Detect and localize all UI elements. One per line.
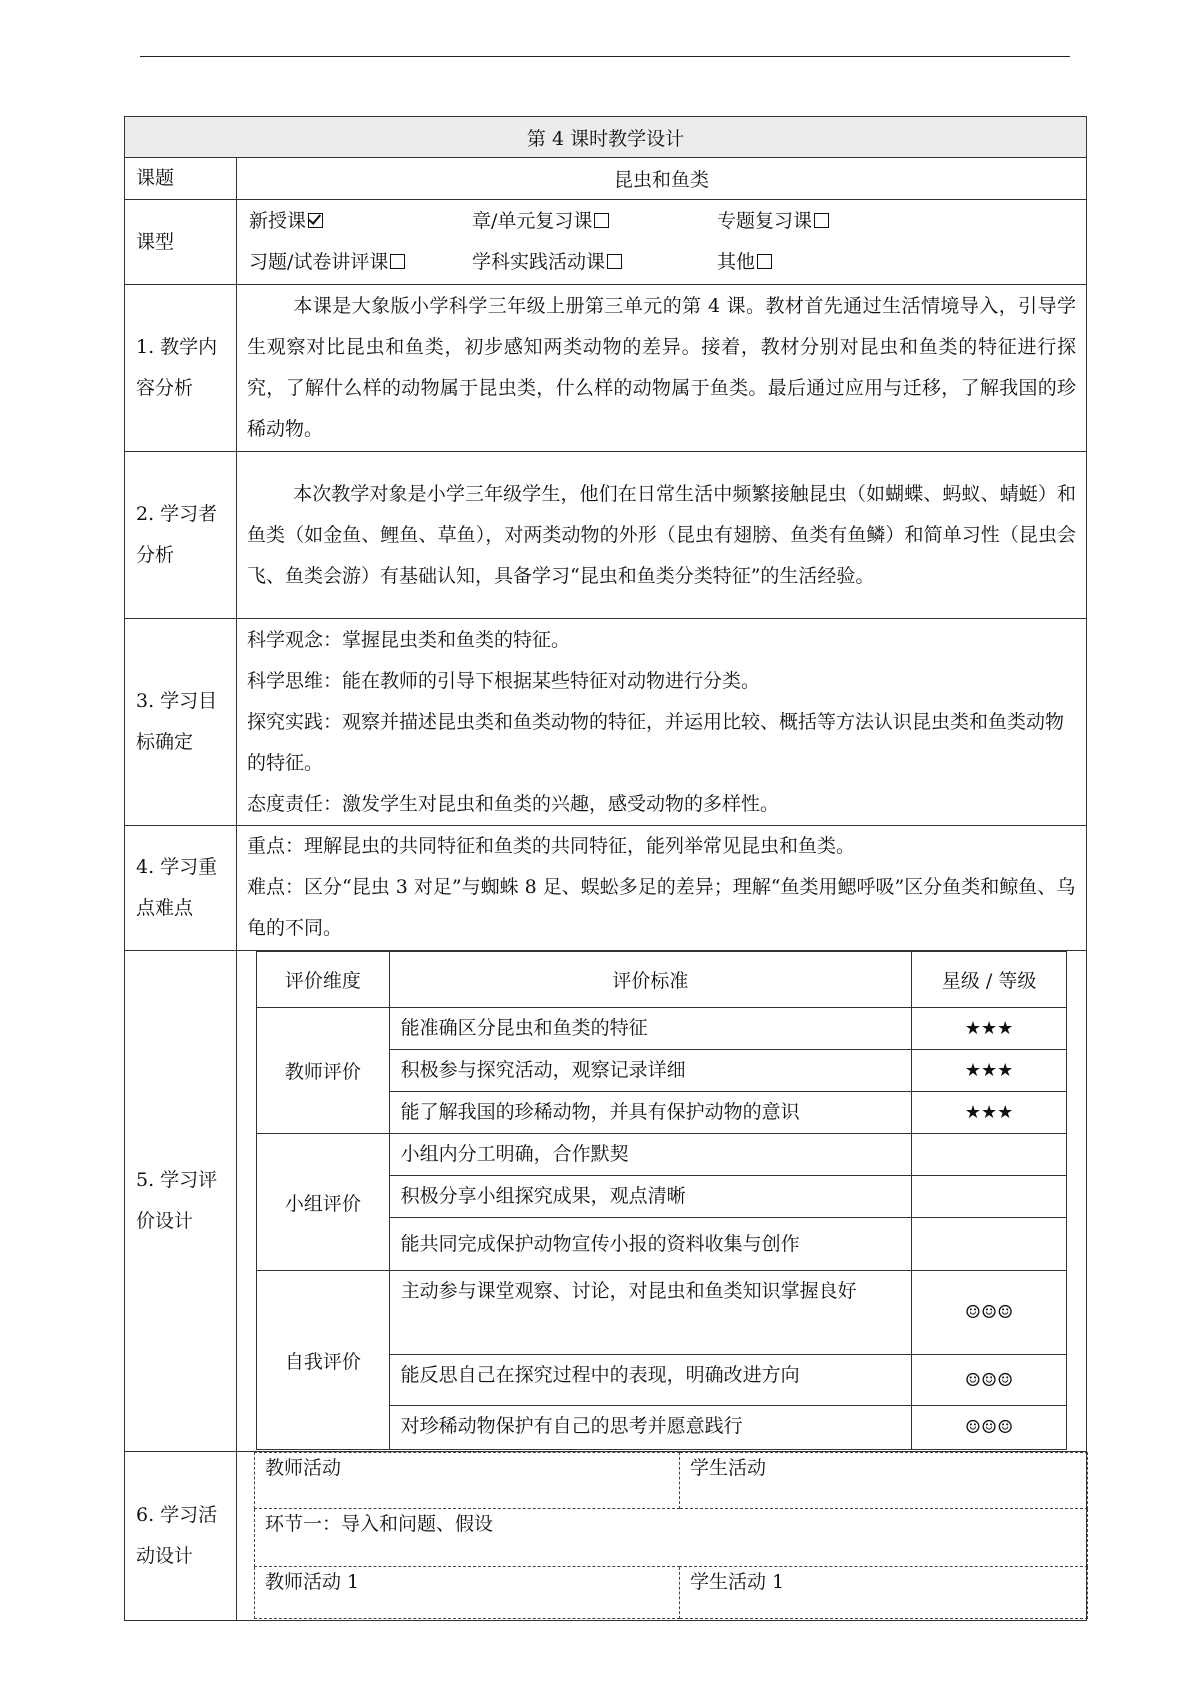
lesson-type-label: 课型 xyxy=(125,200,237,285)
smiley-rating: ☺☺☺ xyxy=(912,1355,1067,1406)
key-points-list xyxy=(237,826,1087,951)
smiley-rating: ☺☺☺ xyxy=(912,1271,1067,1355)
checkbox-icon[interactable] xyxy=(390,254,405,269)
table-row: 小组评价 小组内分工明确，合作默契 xyxy=(257,1134,1067,1176)
option-other[interactable]: 其他 xyxy=(717,242,1086,283)
learner-analysis-label: 2. 学习者分析 xyxy=(125,452,237,619)
option-practice-activity[interactable]: 学科实践活动课 xyxy=(472,242,717,283)
option-unit-review[interactable]: 章/单元复习课 xyxy=(472,201,717,242)
student-activity-1: 学生活动 1 xyxy=(680,1567,1088,1619)
key-points-label: 4. 学习重点难点 xyxy=(125,826,237,951)
teacher-activity-1: 教师活动 1 xyxy=(255,1567,680,1619)
table-row: 自我评价 主动参与课堂观察、讨论，对昆虫和鱼类知识掌握良好 ☺☺☺ xyxy=(257,1271,1067,1355)
activities-table xyxy=(254,1452,1088,1619)
star-rating: ★★★ xyxy=(912,1092,1067,1134)
evaluation-table xyxy=(256,951,1067,1450)
content-analysis-row xyxy=(125,285,1087,452)
evaluation-header-row xyxy=(257,952,1067,1008)
key-point-item: 难点：区分“昆虫 3 对足”与蜘蛛 8 足、蜈蚣多足的差异；理解“鱼类用鳃呼吸”区分鱼类和鲸鱼、乌龟的不同。 xyxy=(247,876,1076,939)
activities-label: 6. 学习活动设计 xyxy=(125,1452,237,1621)
table-row: 能了解我国的珍稀动物，并具有保护动物的意识 ★★★ xyxy=(257,1092,1067,1134)
table-title: 第 4 课时教学设计 xyxy=(125,117,1087,158)
lesson-type-row xyxy=(125,200,1087,285)
objective-item: 态度责任：激发学生对昆虫和鱼类的兴趣，感受动物的多样性。 xyxy=(247,792,780,815)
table-row: 积极参与探究活动，观察记录详细 ★★★ xyxy=(257,1050,1067,1092)
table-row: 能共同完成保护动物宣传小报的资料收集与创作 xyxy=(257,1218,1067,1271)
learner-analysis-text: 本次教学对象是小学三年级学生，他们在日常生活中频繁接触昆虫（如蝴蝶、蚂蚁、蜻蜓）和鱼类（如金鱼、鲤鱼、草鱼），对两类动物的外形（昆虫有翅膀、鱼类有鱼鳞）和简单习性（昆虫会飞、鱼类会游）有基础认知，具备学习“昆虫和鱼类分类特征”的生活经验。 xyxy=(237,452,1087,619)
topic-label: 课题 xyxy=(125,158,237,200)
key-points-row xyxy=(125,826,1087,951)
header-rule xyxy=(140,56,1070,57)
objectives-row xyxy=(125,619,1087,826)
evaluation-label: 5. 学习评价设计 xyxy=(125,951,237,1452)
col-header-dimension: 评价维度 xyxy=(257,952,390,1008)
option-topic-review[interactable]: 专题复习课 xyxy=(717,201,1086,242)
col-header-rating: 星级 / 等级 xyxy=(912,952,1067,1008)
stage-row xyxy=(255,1509,1088,1567)
title-row xyxy=(125,117,1087,158)
lesson-plan-table xyxy=(124,116,1087,1621)
stage-title: 环节一：导入和问题、假设 xyxy=(255,1509,1088,1567)
table-row: 积极分享小组探究成果，观点清晰 xyxy=(257,1176,1067,1218)
activities-row xyxy=(125,1452,1087,1621)
content-analysis-text: 本课是大象版小学科学三年级上册第三单元的第 4 课。教材首先通过生活情境导入，引导学生观察对比昆虫和鱼类，初步感知两类动物的差异。接着，教材分别对昆虫和鱼类的特征进行探究，了解什么样的动物属于昆虫类，什么样的动物属于鱼类。最后通过应用与迁移，了解我国的珍稀动物。 xyxy=(237,285,1087,452)
dimension-self: 自我评价 xyxy=(257,1271,390,1450)
content-analysis-label: 1. 教学内容分析 xyxy=(125,285,237,452)
objective-item: 探究实践：观察并描述昆虫类和鱼类动物的特征，并运用比较、概括等方法认识昆虫类和鱼类动物的特征。 xyxy=(247,710,1065,774)
option-new-lesson[interactable]: 新授课 xyxy=(249,201,472,242)
teacher-activity-header: 教师活动 xyxy=(255,1453,680,1509)
option-exercise-review[interactable]: 习题/试卷讲评课 xyxy=(249,242,472,283)
objectives-list xyxy=(237,619,1087,826)
topic-value: 昆虫和鱼类 xyxy=(237,158,1087,200)
objective-item: 科学思维：能在教师的引导下根据某些特征对动物进行分类。 xyxy=(247,669,761,692)
activities-sub-row xyxy=(255,1567,1088,1619)
key-point-item: 重点：理解昆虫的共同特征和鱼类的共同特征，能列举常见昆虫和鱼类。 xyxy=(247,835,856,857)
student-activity-header: 学生活动 xyxy=(680,1453,1088,1509)
learner-analysis-row xyxy=(125,452,1087,619)
dimension-teacher: 教师评价 xyxy=(257,1008,390,1134)
smiley-rating: ☺☺☺ xyxy=(912,1406,1067,1450)
table-row: 对珍稀动物保护有自己的思考并愿意践行 ☺☺☺ xyxy=(257,1406,1067,1450)
col-header-criterion: 评价标准 xyxy=(389,952,912,1008)
table-row: 教师评价 能准确区分昆虫和鱼类的特征 ★★★ xyxy=(257,1008,1067,1050)
dimension-group: 小组评价 xyxy=(257,1134,390,1271)
evaluation-row xyxy=(125,951,1087,1452)
checkbox-icon[interactable] xyxy=(607,254,622,269)
activities-cell xyxy=(237,1452,1087,1621)
star-rating: ★★★ xyxy=(912,1008,1067,1050)
activities-header-row xyxy=(255,1453,1088,1509)
checkbox-icon[interactable] xyxy=(757,254,772,269)
checkbox-icon[interactable] xyxy=(594,213,609,228)
table-row: 能反思自己在探究过程中的表现，明确改进方向 ☺☺☺ xyxy=(257,1355,1067,1406)
star-rating: ★★★ xyxy=(912,1050,1067,1092)
objective-item: 科学观念：掌握昆虫类和鱼类的特征。 xyxy=(247,628,571,651)
objectives-label: 3. 学习目标确定 xyxy=(125,619,237,826)
evaluation-cell xyxy=(237,951,1087,1452)
topic-row xyxy=(125,158,1087,200)
checkbox-icon[interactable] xyxy=(814,213,829,228)
checkbox-checked-icon[interactable] xyxy=(308,213,323,228)
lesson-type-options xyxy=(237,200,1087,285)
